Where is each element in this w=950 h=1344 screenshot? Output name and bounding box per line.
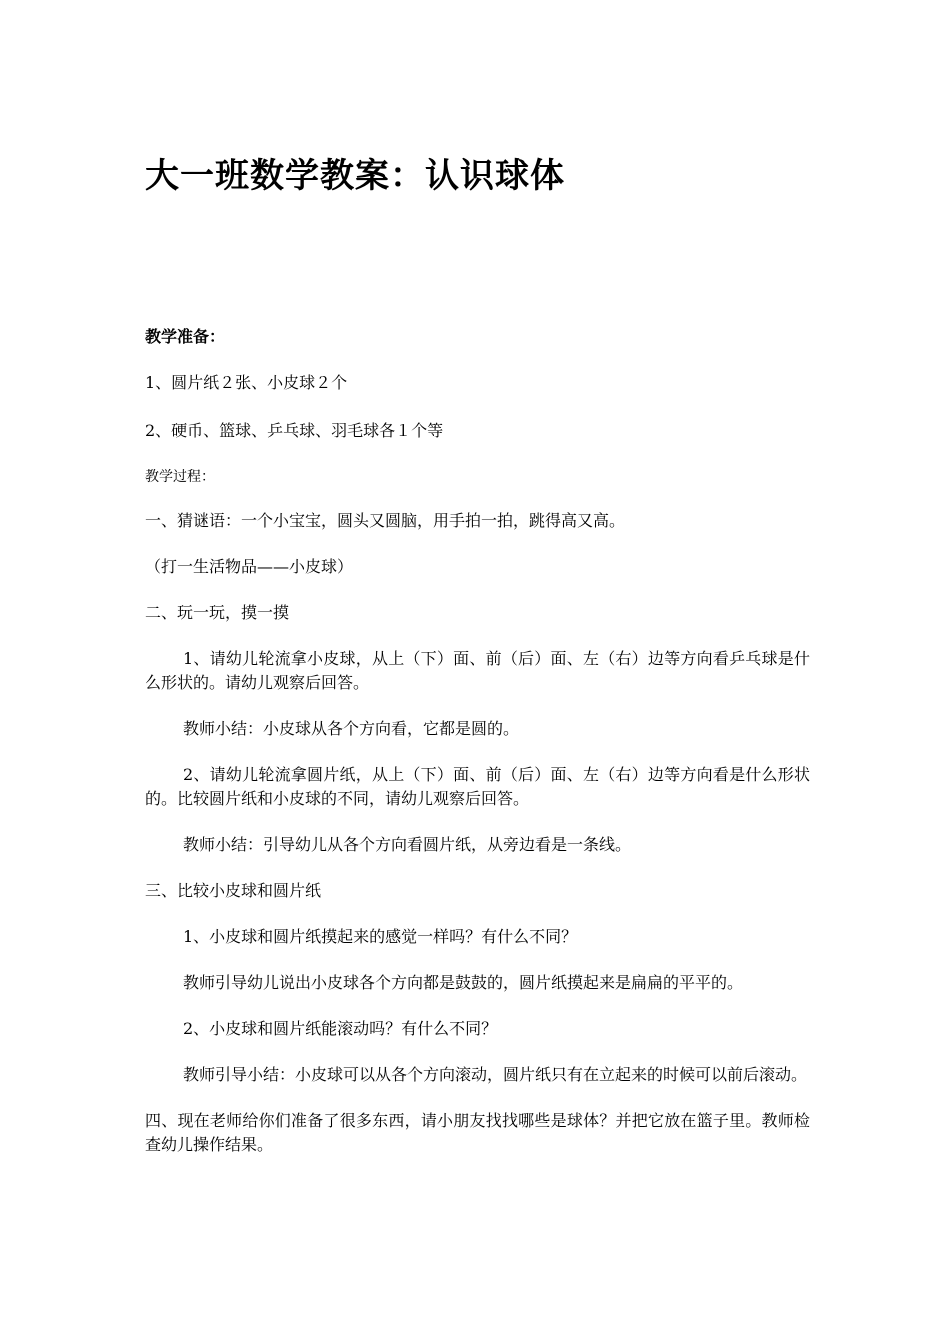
- prep-heading: 教学准备：: [145, 327, 226, 346]
- section-heading-4: 四、现在老师给你们准备了很多东西，请小朋友找找哪些是球体？并把它放在篮子里。教师检查幼儿操作结果。: [145, 1111, 810, 1154]
- paragraph-step-2-2: 2、请幼儿轮流拿圆片纸，从上（下）面、前（后）面、左（右）边等方向看是什么形状的。比较圆片纸和小皮球的不同，请幼儿观察后回答。: [145, 765, 810, 808]
- section-heading-3: 三、比较小皮球和圆片纸: [145, 881, 322, 900]
- paragraph-step-3-2: 2、小皮球和圆片纸能滚动吗？有什么不同？: [183, 1019, 498, 1038]
- prep-item-2: 2、硬币、篮球、乒乓球、羽毛球各１个等: [145, 421, 444, 440]
- process-heading: 教学过程：: [145, 469, 215, 485]
- paragraph-summary-2: 教师小结：引导幼儿从各个方向看圆片纸，从旁边看是一条线。: [183, 835, 632, 854]
- document-body: [145, 325, 810, 1157]
- section-heading-2: 二、玩一玩，摸一摸: [145, 603, 290, 622]
- paragraph-riddle-answer: （打一生活物品——小皮球）: [145, 557, 354, 576]
- paragraph-guide-3-1: 教师引导幼儿说出小皮球各个方向都是鼓鼓的，圆片纸摸起来是扁扁的平平的。: [183, 973, 744, 992]
- prep-item-1: 1、圆片纸２张、小皮球２个: [145, 373, 348, 392]
- paragraph-riddle: 一、猜谜语：一个小宝宝，圆头又圆脑，用手拍一拍，跳得高又高。: [145, 511, 626, 530]
- paragraph-step-2-1: 1、请幼儿轮流拿小皮球，从上（下）面、前（后）面、左（右）边等方向看乒乓球是什么形状的。请幼儿观察后回答。: [145, 649, 810, 692]
- document-title: 大一班数学教案：认识球体: [145, 156, 565, 196]
- paragraph-guide-3-2: 教师引导小结：小皮球可以从各个方向滚动，圆片纸只有在立起来的时候可以前后滚动。: [183, 1065, 808, 1084]
- paragraph-step-3-1: 1、小皮球和圆片纸摸起来的感觉一样吗？有什么不同？: [183, 927, 578, 946]
- paragraph-summary-1: 教师小结：小皮球从各个方向看，它都是圆的。: [183, 719, 520, 738]
